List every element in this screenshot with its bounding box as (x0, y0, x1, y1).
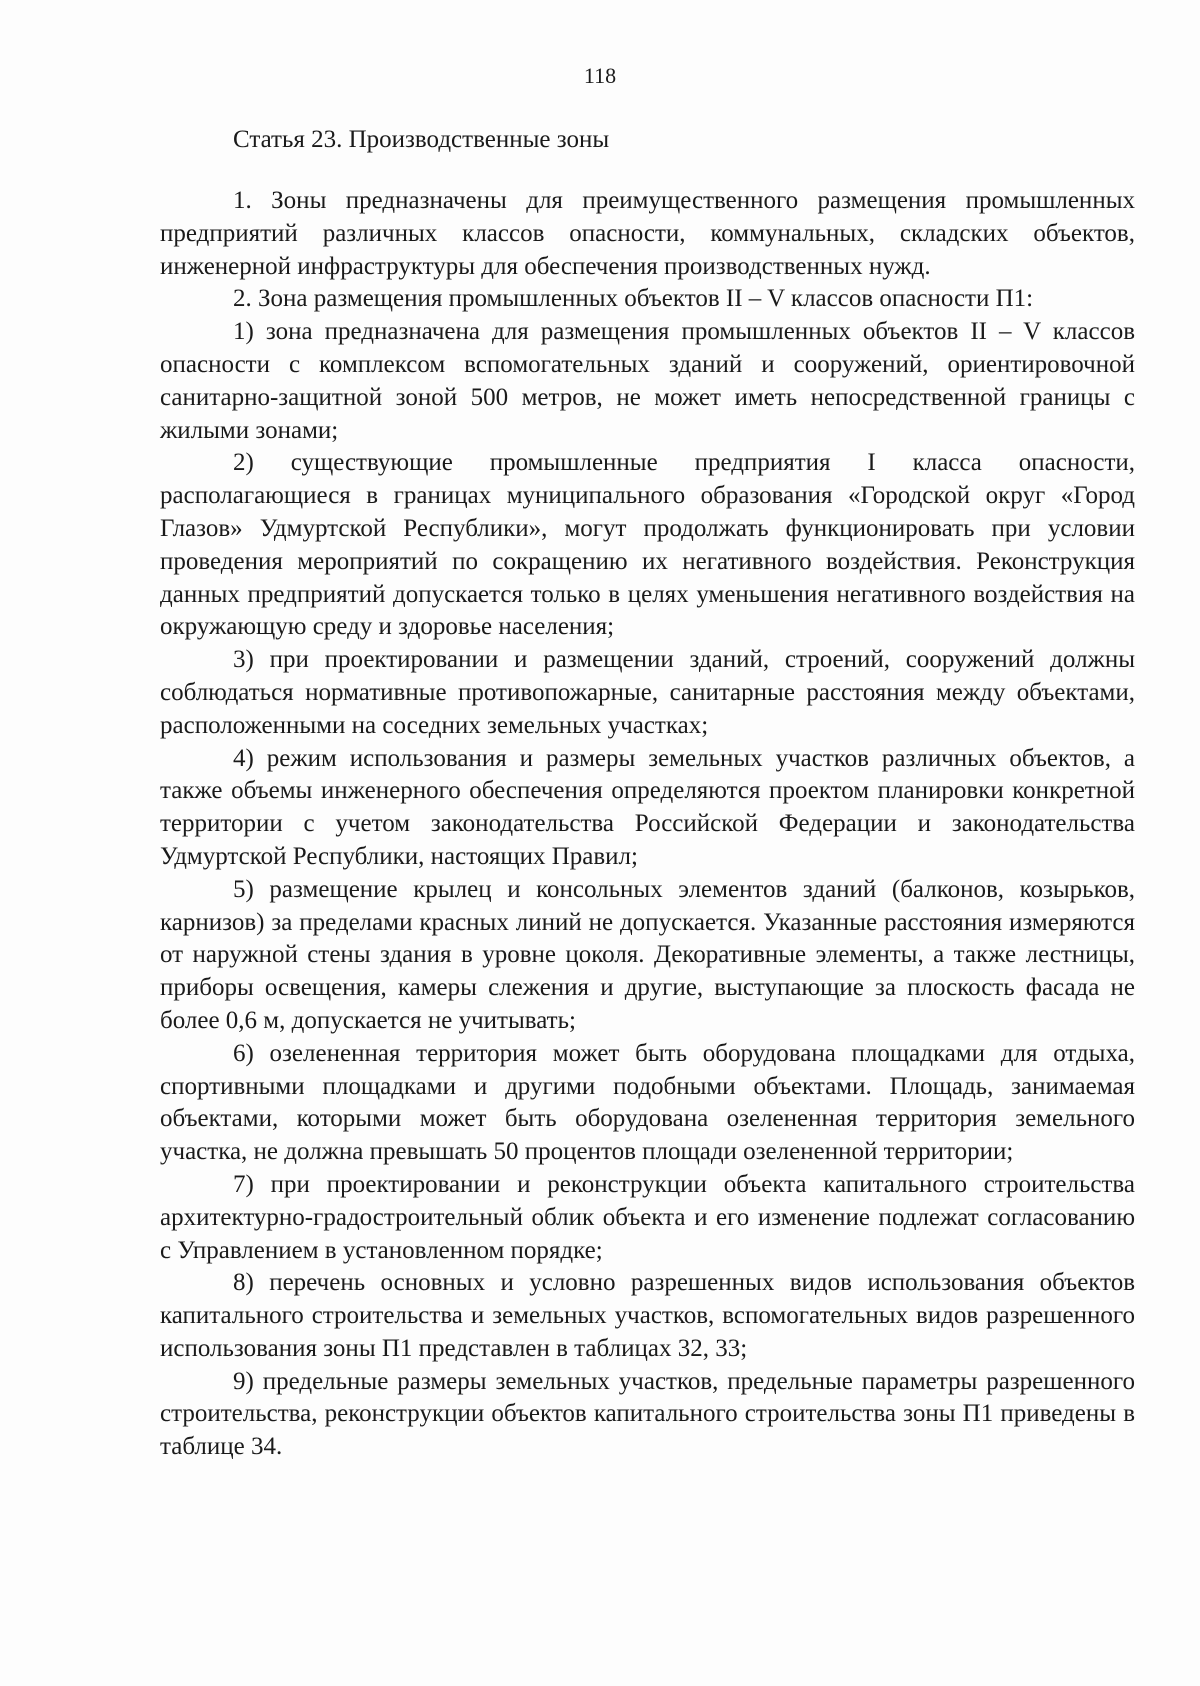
article-body (160, 185, 1135, 1464)
list-item-5: 5) размещение крылец и консольных элементов зданий (балконов, козырьков, карнизов) за пределами красных линий не допускается. Указанные расстояния измеряются от наружной стены здания в уровне цоколя. Декоративные элементы, а также лестницы, приборы освещения, камеры слежения и другие, выступающие за плоскость фасада не более 0,6 м, допускается не учитывать; (160, 875, 1135, 1034)
page-number: 118 (583, 63, 617, 88)
list-item-8: 8) перечень основных и условно разрешенных видов использования объектов капитального строительства и земельных участков, вспомогательных видов разрешенного использования зоны П1 представлен в таблицах 32, 33; (160, 1269, 1135, 1362)
article-title: Статья 23. Производственные зоны (233, 126, 610, 153)
list-item-6: 6) озелененная территория может быть оборудована площадками для отдыха, спортивными площадками и другими подобными объектами. Площадь, занимаемая объектами, которыми может быть оборудована озелененная территория земельного участка, не должна превышать 50 процентов площади озелененной территории; (160, 1039, 1135, 1166)
list-item-7: 7) при проектировании и реконструкции объекта капитального строительства архитектурно-градостроительный облик объекта и его изменение подлежат согласованию с Управлением в установленном порядке; (160, 1170, 1135, 1264)
paragraph-zone-p1-heading: 2. Зона размещения промышленных объектов II – V классов опасности П1: (233, 285, 1034, 313)
list-item-2: 2) существующие промышленные предприятия I класса опасности, располагающиеся в границах муниципального образования «Городской округ «Город Глазов» Удмуртской Республики», могут продолжать функционировать при условии проведения мероприятий по сокращению их негативного воздействия. Реконструкция данных предприятий допускается только в целях уменьшения негативного воздействия на окружающую среду и здоровье населения; (160, 449, 1135, 641)
list-item-1: 1) зона предназначена для размещения промышленных объектов II – V классов опасности с комплексом вспомогательных зданий и сооружений, ориентировочной санитарно-защитной зоной 500 метров, не может иметь непосредственной границы с жилыми зонами; (160, 318, 1135, 444)
list-item-3: 3) при проектировании и размещении зданий, строений, сооружений должны соблюдаться нормативные противопожарные, санитарные расстояния между объектами, расположенными на соседних земельных участках; (160, 646, 1135, 739)
list-item-9: 9) предельные размеры земельных участков, предельные параметры разрешенного строительства, реконструкции объектов капитального строительства зоны П1 приведены в таблице 34. (160, 1367, 1135, 1461)
paragraph-zones-purpose: 1. Зоны предназначены для преимущественного размещения промышленных предприятий различных классов опасности, коммунальных, складских объектов, инженерной инфраструктуры для обеспечения производственных нужд. (160, 187, 1135, 280)
list-item-4: 4) режим использования и размеры земельных участков различных объектов, а также объемы инженерного обеспечения определяются проектом планировки конкретной территории с учетом законодательства Российской Федерации и законодательства Удмуртской Республики, настоящих Правил; (160, 744, 1135, 870)
